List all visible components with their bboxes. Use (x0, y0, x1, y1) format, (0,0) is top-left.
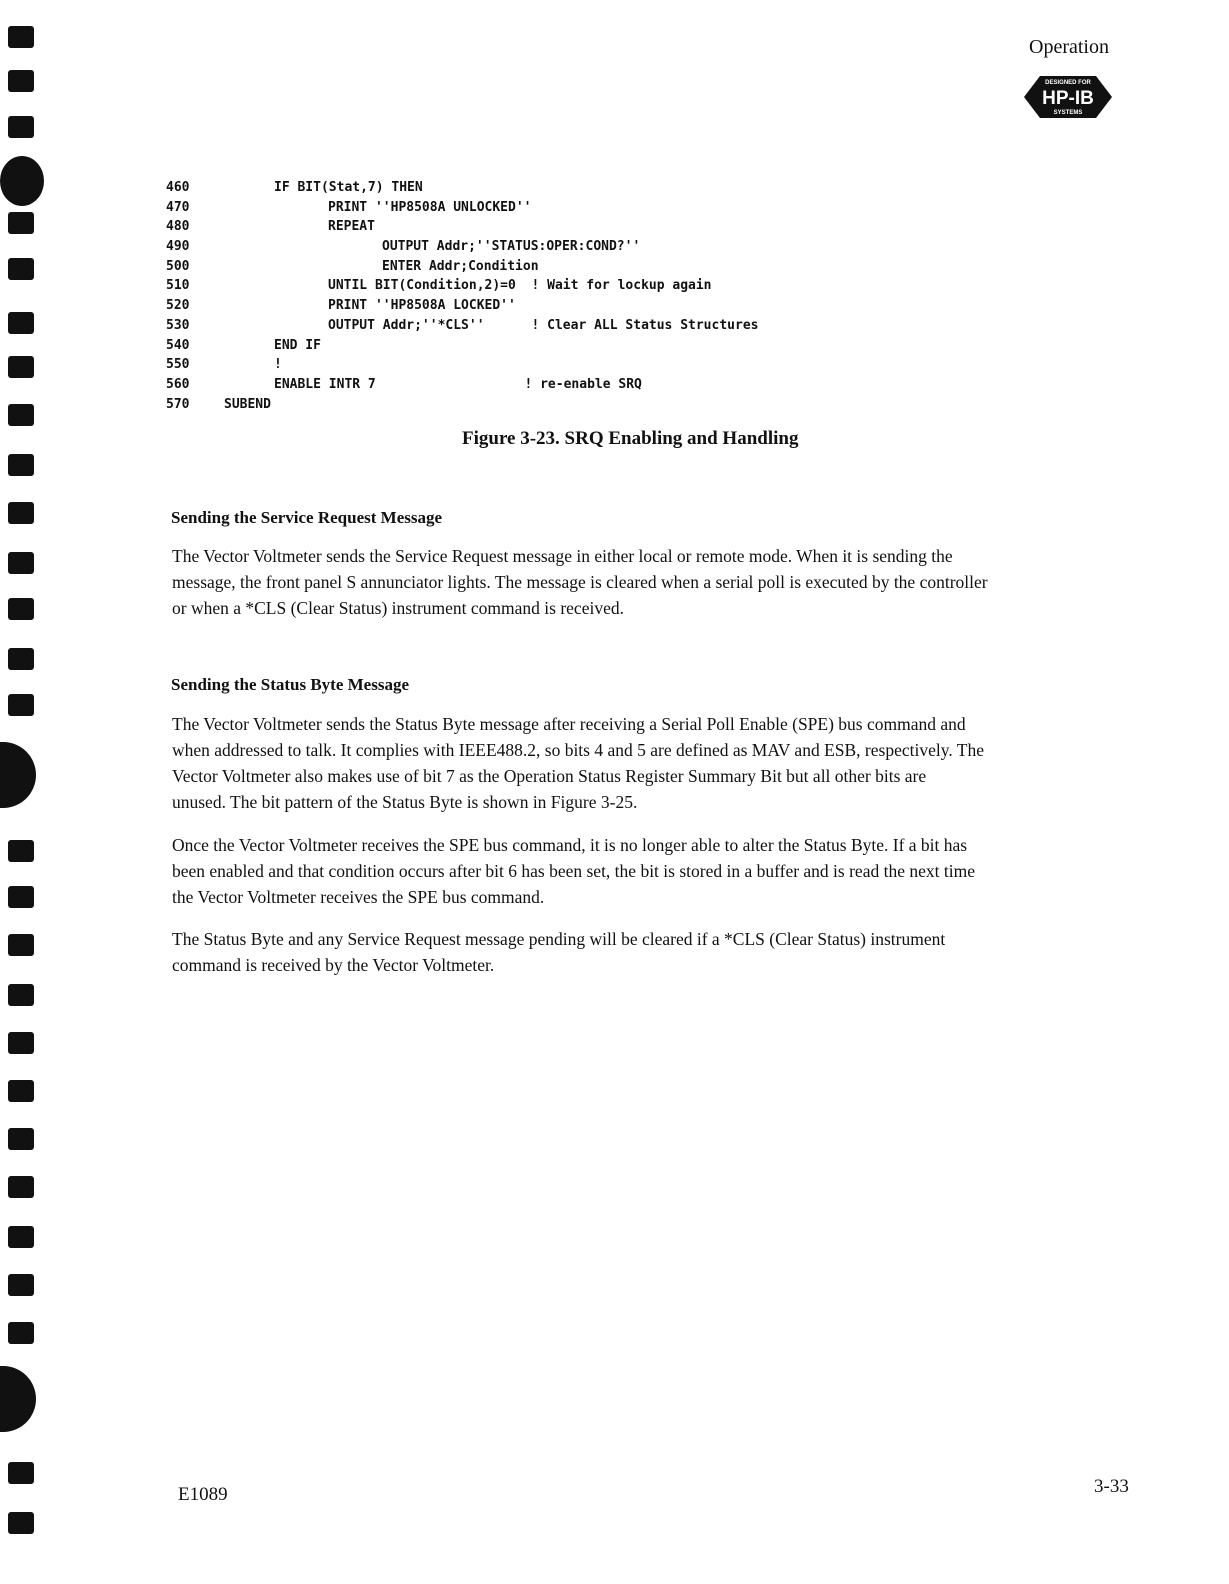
svg-text:HP-IB: HP-IB (1042, 88, 1094, 109)
line-number: 530 (166, 317, 190, 333)
binder-hole (8, 886, 34, 908)
binder-hole (0, 156, 44, 206)
binder-hole (8, 1128, 34, 1150)
code-text: END IF (274, 337, 321, 353)
section-heading: Sending the Status Byte Message (171, 675, 410, 694)
code-text: UNTIL BIT(Condition,2)=0 ! Wait for lockup again (328, 278, 712, 294)
binder-hole (8, 454, 34, 476)
figure-caption: Figure 3-23. SRQ Enabling and Handling (462, 428, 799, 449)
binder-hole (8, 694, 34, 716)
line-number: 460 (166, 180, 190, 195)
binder-hole (8, 840, 34, 862)
code-text: PRINT ''HP8508A UNLOCKED'' (328, 199, 532, 215)
binder-hole (8, 648, 34, 670)
code-text: OUTPUT Addr;''STATUS:OPER:COND?'' (382, 239, 641, 255)
code-text: ENTER Addr;Condition (382, 258, 539, 274)
binder-hole (8, 1462, 34, 1484)
binder-hole (8, 1032, 34, 1054)
code-text: ! (274, 357, 282, 373)
binder-hole (8, 356, 34, 378)
line-number: 510 (166, 278, 190, 294)
binder-hole (8, 598, 34, 620)
binder-holes (0, 0, 48, 1584)
binder-tab (0, 1366, 36, 1432)
page-number: 3-33 (1094, 1476, 1129, 1497)
binder-hole (8, 984, 34, 1006)
code-text: ENABLE INTR 7 ! re-enable SRQ (274, 376, 642, 392)
text-line: Vector Voltmeter also makes use of bit 7 as the Operation Status Register Summary Bit but all other bits are (172, 766, 927, 786)
hp-ib-logo (1024, 74, 1112, 120)
text-line: the Vector Voltmeter receives the SPE bus command. (172, 887, 545, 907)
line-number: 540 (166, 337, 190, 353)
paragraph (172, 832, 1122, 910)
code-text: REPEAT (328, 219, 375, 235)
section-title: Operation (1029, 36, 1109, 58)
paragraph (172, 543, 1122, 621)
paragraph (172, 711, 1122, 815)
binder-hole (8, 70, 34, 92)
code-text: PRINT ''HP8508A LOCKED'' (328, 298, 516, 314)
binder-hole (8, 212, 34, 234)
binder-hole (8, 312, 34, 334)
text-line: The Vector Voltmeter sends the Service Request message in either local or remote mode. When it is sending the (172, 546, 953, 566)
code-text: SUBEND (224, 396, 271, 412)
svg-text:SYSTEMS: SYSTEMS (1053, 110, 1083, 116)
text-line: when addressed to talk. It complies with IEEE488.2, so bits 4 and 5 are defined as MAV and ESB, respectively. The (172, 740, 984, 760)
line-number: 500 (166, 258, 190, 274)
binder-hole (8, 258, 34, 280)
section-heading: Sending the Service Request Message (171, 508, 443, 527)
binder-tab (0, 742, 36, 808)
binder-hole (8, 1512, 34, 1534)
text-line: Once the Vector Voltmeter receives the SPE bus command, it is no longer able to alter the Status Byte. If a bit has (172, 835, 968, 855)
binder-hole (8, 404, 34, 426)
text-line: been enabled and that condition occurs after bit 6 has been set, the bit is stored in a buffer and is read the next time (172, 861, 975, 881)
doc-number: E1089 (178, 1484, 228, 1505)
line-number: 490 (166, 239, 190, 255)
paragraph (172, 926, 1122, 978)
line-number: 470 (166, 199, 190, 215)
binder-hole (8, 1080, 34, 1102)
text-line: The Vector Voltmeter sends the Status Byte message after receiving a Serial Poll Enable (SPE) bus command and (172, 714, 966, 734)
binder-hole (8, 1176, 34, 1198)
line-number: 570 (166, 396, 190, 412)
text-line: or when a *CLS (Clear Status) instrument command is received. (172, 598, 624, 618)
text-line: unused. The bit pattern of the Status Byte is shown in Figure 3-25. (172, 792, 638, 812)
text-line: The Status Byte and any Service Request message pending will be cleared if a *CLS (Clear Status) instrument (172, 929, 946, 949)
line-number: 480 (166, 219, 190, 235)
binder-hole (8, 26, 34, 48)
binder-hole (8, 552, 34, 574)
code-text: IF BIT(Stat,7) THEN (274, 180, 423, 195)
line-number: 520 (166, 298, 190, 314)
binder-hole (8, 1226, 34, 1248)
text-line: command is received by the Vector Voltmeter. (172, 955, 495, 975)
binder-hole (8, 1322, 34, 1344)
text-line: message, the front panel S annunciator lights. The message is cleared when a serial poll is executed by the controller (172, 572, 988, 592)
code-text: OUTPUT Addr;''*CLS'' ! Clear ALL Status Structures (328, 317, 759, 333)
line-number: 560 (166, 376, 190, 392)
binder-hole (8, 116, 34, 138)
line-number: 550 (166, 357, 190, 373)
binder-hole (8, 502, 34, 524)
binder-hole (8, 1274, 34, 1296)
binder-hole (8, 934, 34, 956)
svg-text:DESIGNED FOR: DESIGNED FOR (1045, 80, 1091, 86)
